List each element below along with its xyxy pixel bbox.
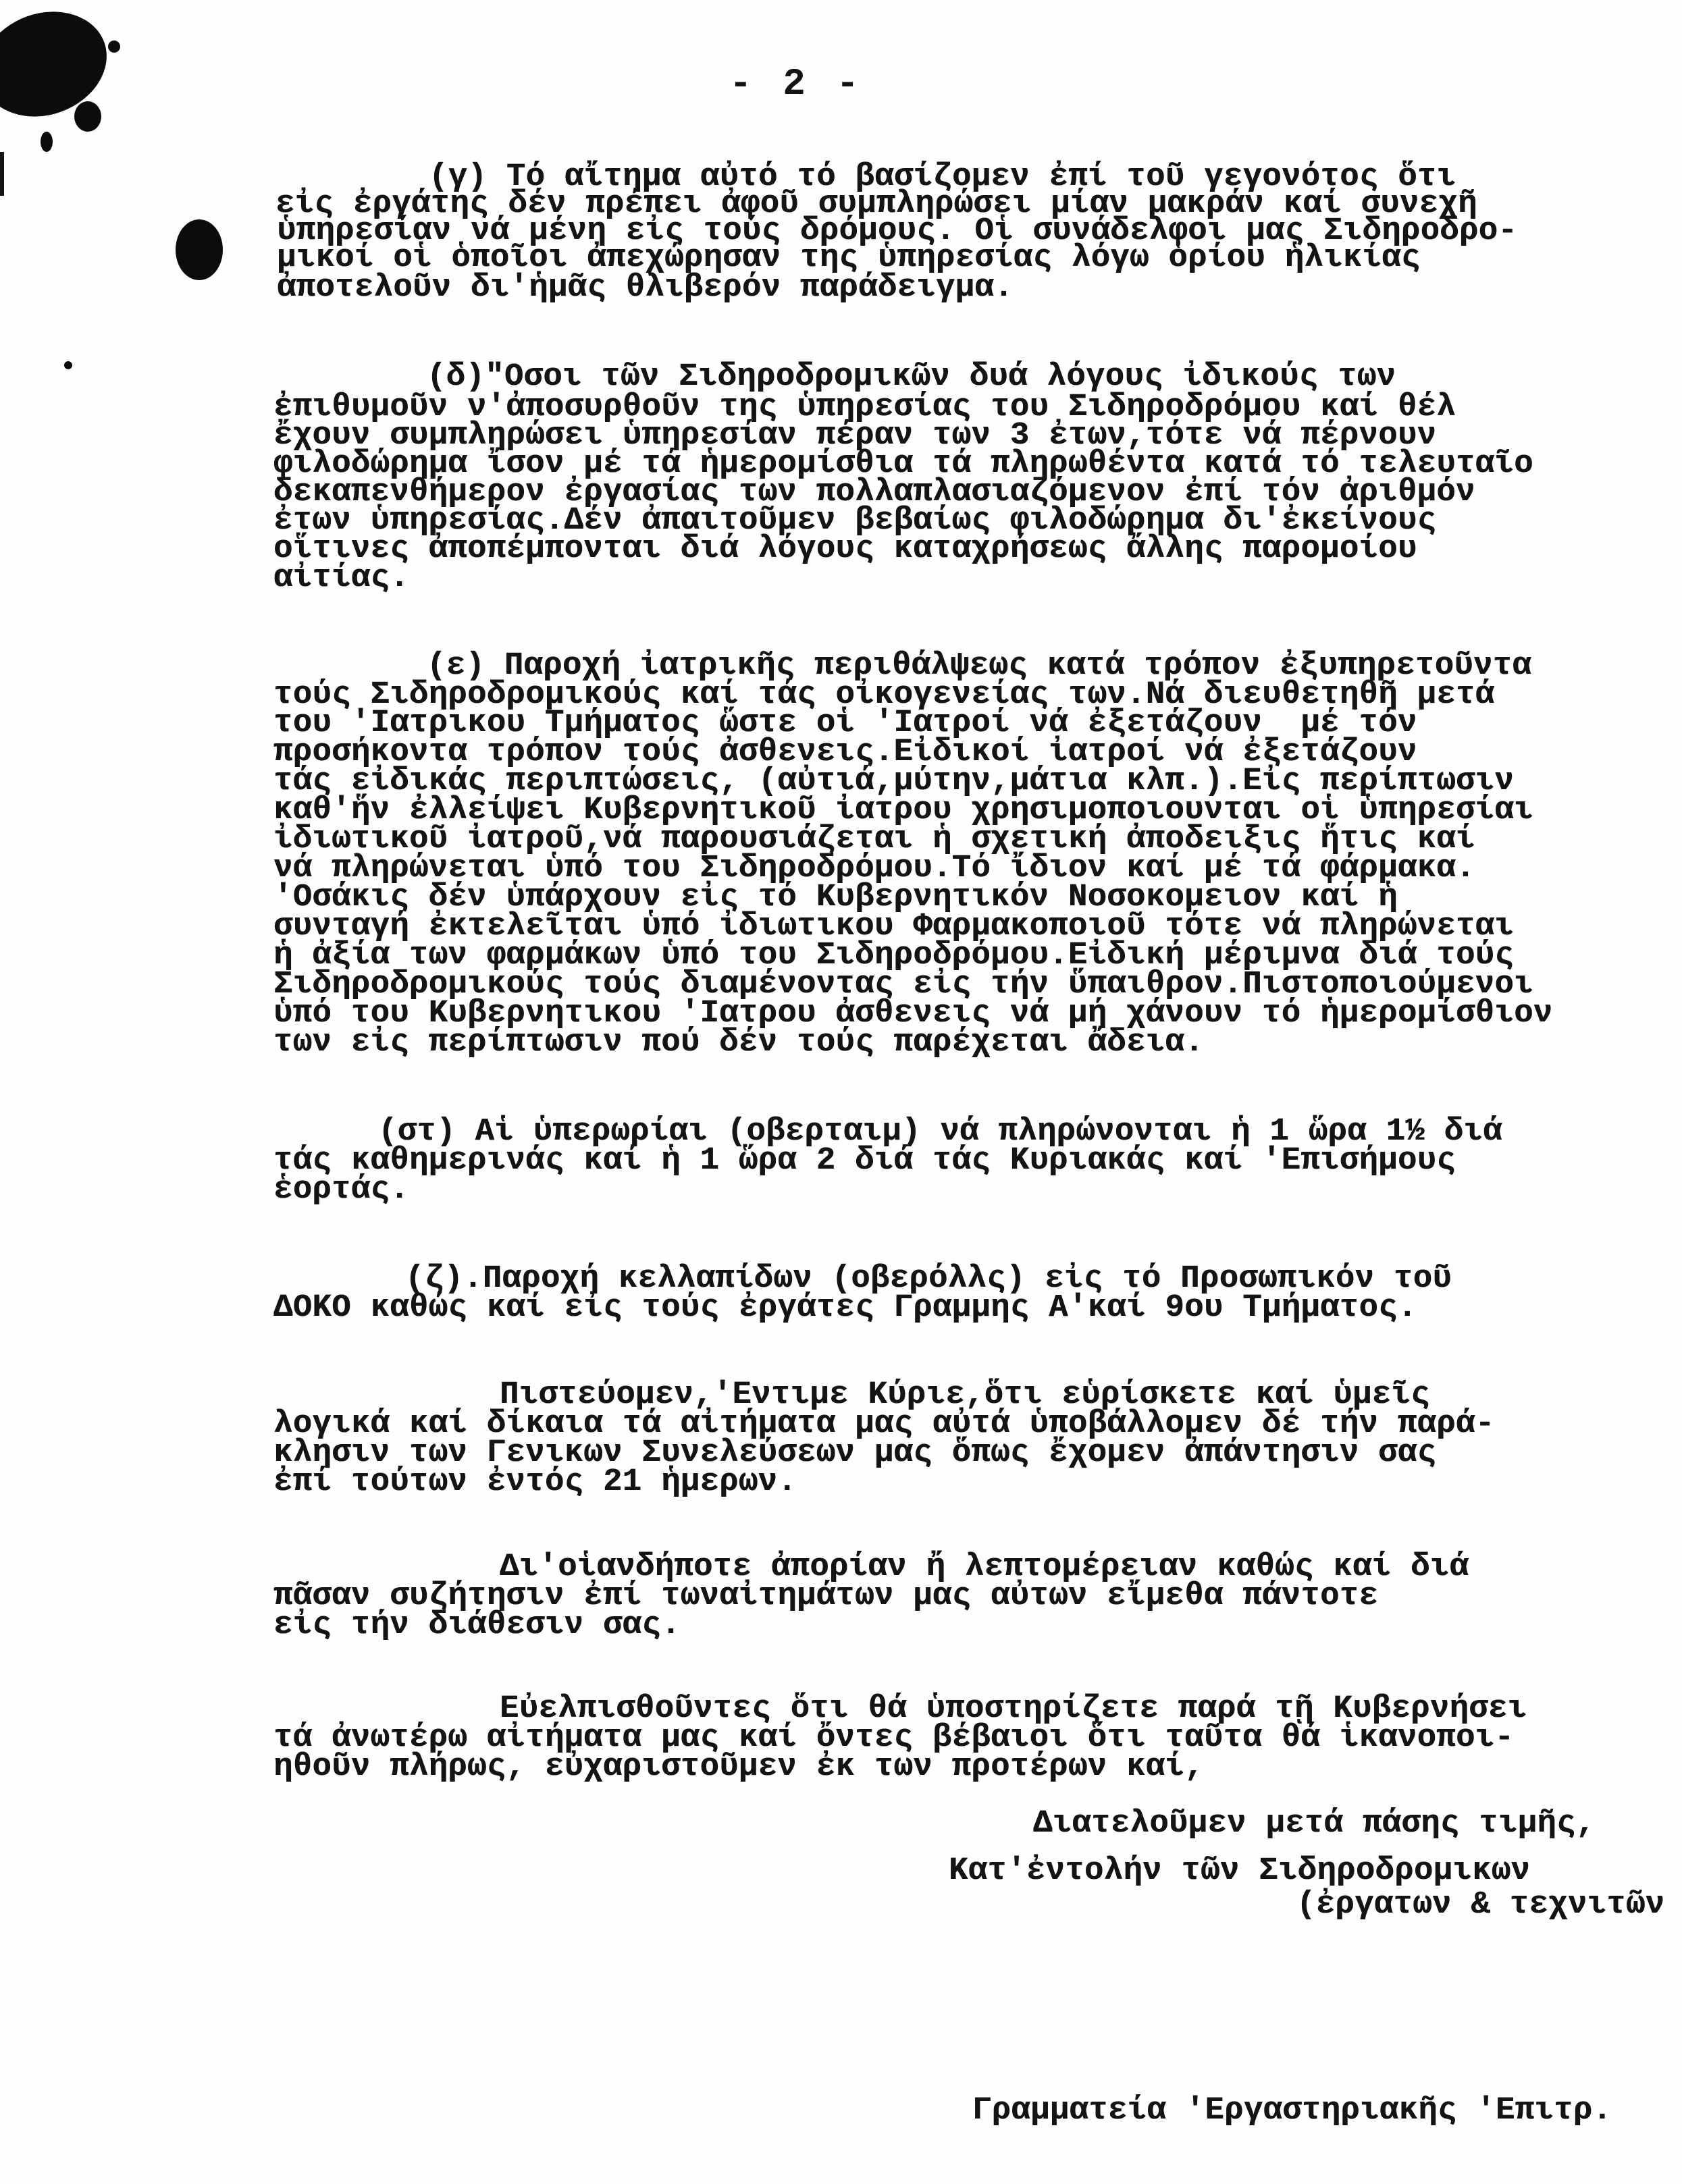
ink-blot bbox=[74, 101, 101, 132]
text-line: νά πληρώνεται ὑπό του Σιδηροδρόμου.Τό ἴδιον καί μέ τά φάρμακα. bbox=[273, 851, 1475, 886]
page-number: - 2 - bbox=[729, 62, 864, 105]
text-line: Σιδηροδρομικούς τούς διαμένοντας εἰς τήν ὕπαιθρον.Πιστοποιούμενοι bbox=[273, 967, 1533, 1003]
text-line: (γ) Τό αἴτημα αὐτό τό βασίζομεν ἐπί τοῦ γεγονότος ὅτι bbox=[429, 159, 1456, 195]
text-line: αἰτίας. bbox=[273, 560, 409, 596]
text-line: εἰς ἐργάτης δέν πρέπει ἀφοῦ συμπληρώσει μίαν μακράν καί συνεχῆ bbox=[275, 186, 1477, 222]
text-line: (ζ).Παροχή κελλαπίδων (οβερόλλς) εἰς τό Προσωπικόν τοῦ bbox=[405, 1261, 1452, 1297]
text-line: ἰδιωτικοῦ ἰατροῦ,νά παρουσιάζεται ἡ σχετική ἀποδειξις ἥτις καί bbox=[273, 822, 1475, 857]
text-line: τά ἀνωτέρω αἰτήματα μας καί ὄντες βέβαιοι ὅτι ταῦτα θά ἱκανοποι- bbox=[273, 1720, 1515, 1756]
text-line: ηθοῦν πλήρως, εὐχαριστοῦμεν ἐκ των προτέρων καί, bbox=[273, 1749, 1204, 1785]
text-line: κλησιν των Γενικων Συνελεύσεων μας ὅπως ἔχομεν ἀπάντησιν σας bbox=[273, 1435, 1437, 1471]
text-line: Δι'οἱανδήποτε ἀπορίαν ἤ λεπτομέρειαν καθώς καί διά bbox=[500, 1549, 1469, 1585]
signature-group: (ἐργατων & τεχνιτῶν bbox=[1296, 1887, 1665, 1923]
scan-edge-mark bbox=[0, 152, 4, 196]
text-line: δεκαπενθήμερον ἐργασίας των πολλαπλασιαζόμενον ἐπί τόν ἀριθμόν bbox=[273, 475, 1475, 510]
text-line: λογικά καί δίκαια τά αἰτήματα μας αὐτά ὑποβάλλομεν δέ τήν παρά- bbox=[273, 1406, 1495, 1442]
signature-behalf: Κατ'ἐντολήν τῶν Σιδηροδρομικων bbox=[949, 1853, 1531, 1889]
text-line: ἔχουν συμπληρώσει ὑπηρεσίαν πέραν των 3 ἐτων,τότε νά πέρνουν bbox=[273, 418, 1437, 454]
text-line: μικοί οἱ ὁποῖοι ἀπεχώρησαν της ὑπηρεσίας λόγω ὁρίου ἡλικίας bbox=[277, 240, 1421, 276]
ink-blot bbox=[108, 41, 120, 53]
text-line: εἰς τήν διάθεσιν σας. bbox=[273, 1607, 681, 1643]
text-line: Πιστεύομεν,'Εντιμε Κύριε,ὅτι εὑρίσκετε καί ὑμεῖς bbox=[500, 1377, 1430, 1413]
text-line: ἐτων ὑπηρεσίας.Δέν ἀπαιτοῦμεν βεβαίως φιλοδώρημα δι'ἐκείνους bbox=[273, 503, 1437, 539]
text-line: τάς εἰδικάς περιπτώσεις, (αὐτιά,μύτην,μάτια κλπ.).Εἰς περίπτωσιν bbox=[273, 764, 1515, 799]
text-line: τάς καθημερινάς καί ἡ 1 ὥρα 2 διά τάς Κυριακάς καί 'Επισήμους bbox=[273, 1143, 1456, 1179]
text-line: συνταγή ἐκτελεῖται ὑπό ἰδιωτικου Φαρμακοποιοῦ τότε νά πληρώνεται bbox=[273, 909, 1515, 944]
text-line: πᾶσαν συζήτησιν ἐπί τωναἰτημάτων μας αὐτων εἴμεθα πάντοτε bbox=[273, 1578, 1379, 1614]
text-line: καθ'ἥν ἐλλείψει Κυβερνητικοῦ ἰατρου χρησιμοποιουνται οἱ ὑπηρεσίαι bbox=[273, 793, 1533, 828]
text-line: ἐπιθυμοῦν ν'ἀποσυρθοῦν της ὑπηρεσίας του Σιδηροδρόμου καί θέλ bbox=[273, 390, 1456, 425]
signature-secretariat: Γραμματεία 'Εργαστηριακῆς 'Επιτρ. bbox=[972, 2093, 1612, 2129]
text-line: φιλοδώρημα ἴσον μέ τά ἡμερομίσθια τά πληρωθέντα κατά τό τελευταῖο bbox=[273, 446, 1533, 482]
ink-blot bbox=[0, 0, 122, 134]
text-line: ΔΟΚΟ καθώς καί εἰς τούς ἐργάτες Γραμμης Α'καί 9ου Τμήματος. bbox=[273, 1290, 1417, 1326]
text-line: (ε) Παροχή ἰατρικῆς περιθάλψεως κατά τρόπον ἐξυπηρετοῦντα bbox=[427, 648, 1532, 684]
text-line: τούς Σιδηροδρομικούς καί τάς οἰκογενείας των.Νά διευθετηθῆ μετά bbox=[273, 677, 1495, 713]
text-line: 'Οσάκις δέν ὑπάρχουν εἰς τό Κυβερνητικόν Νοσοκομειον καί ἡ bbox=[273, 880, 1398, 915]
text-line: ἀποτελοῦν δι'ἡμᾶς θλιβερόν παράδειγμα. bbox=[277, 270, 1014, 306]
text-line: (δ)"Οσοι τῶν Σιδηροδρομικῶν δυά λόγους ἰδικούς των bbox=[427, 359, 1396, 395]
ink-blot bbox=[64, 361, 72, 369]
text-line: ὑπηρεσίαν νά μένη εἰς τούς δρόμους. Οἱ συνάδελφοι μας Σιδηροδρο- bbox=[277, 213, 1518, 249]
text-line: οἵτινες ἀποπέμπονται διά λόγους καταχρήσεως ἄλλης παρομοίου bbox=[273, 531, 1417, 567]
text-line: (στ) Αἱ ὑπερωρίαι (οβερταιμ) νά πληρώνονται ἡ 1 ὥρα 1½ διά bbox=[378, 1114, 1502, 1150]
text-line: του 'Ιατρικου Τμήματος ὥστε οἱ 'Ιατροί νά ἐξετάζουν μέ τόν bbox=[273, 705, 1417, 741]
ink-blot bbox=[41, 132, 53, 152]
ink-blot bbox=[176, 219, 223, 280]
signature-salutation: Διατελοῦμεν μετά πάσης τιμῆς, bbox=[1033, 1806, 1596, 1842]
text-line: ἐπί τούτων ἐντός 21 ἡμερων. bbox=[273, 1464, 797, 1500]
text-line: των εἰς περίπτωσιν πού δέν τούς παρέχεται ἄδεια. bbox=[273, 1025, 1204, 1061]
text-line: προσήκοντα τρόπον τούς ἀσθενεις.Εἰδικοί ἰατροί νά ἐξετάζουν bbox=[273, 735, 1417, 770]
text-line: Εὐελπισθοῦντες ὅτι θά ὑποστηρίζετε παρά τῇ Κυβερνήσει bbox=[500, 1691, 1527, 1727]
text-line: ἑορτάς. bbox=[273, 1172, 409, 1208]
text-line: ὑπό του Κυβερνητικου 'Ιατρου ἀσθενεις νά μή χάνουν τό ἡμερομίσθιον bbox=[273, 996, 1553, 1032]
text-line: ἡ ἀξία των φαρμάκων ὑπό του Σιδηροδρόμου.Εἰδική μέριμνα διά τούς bbox=[273, 938, 1515, 974]
